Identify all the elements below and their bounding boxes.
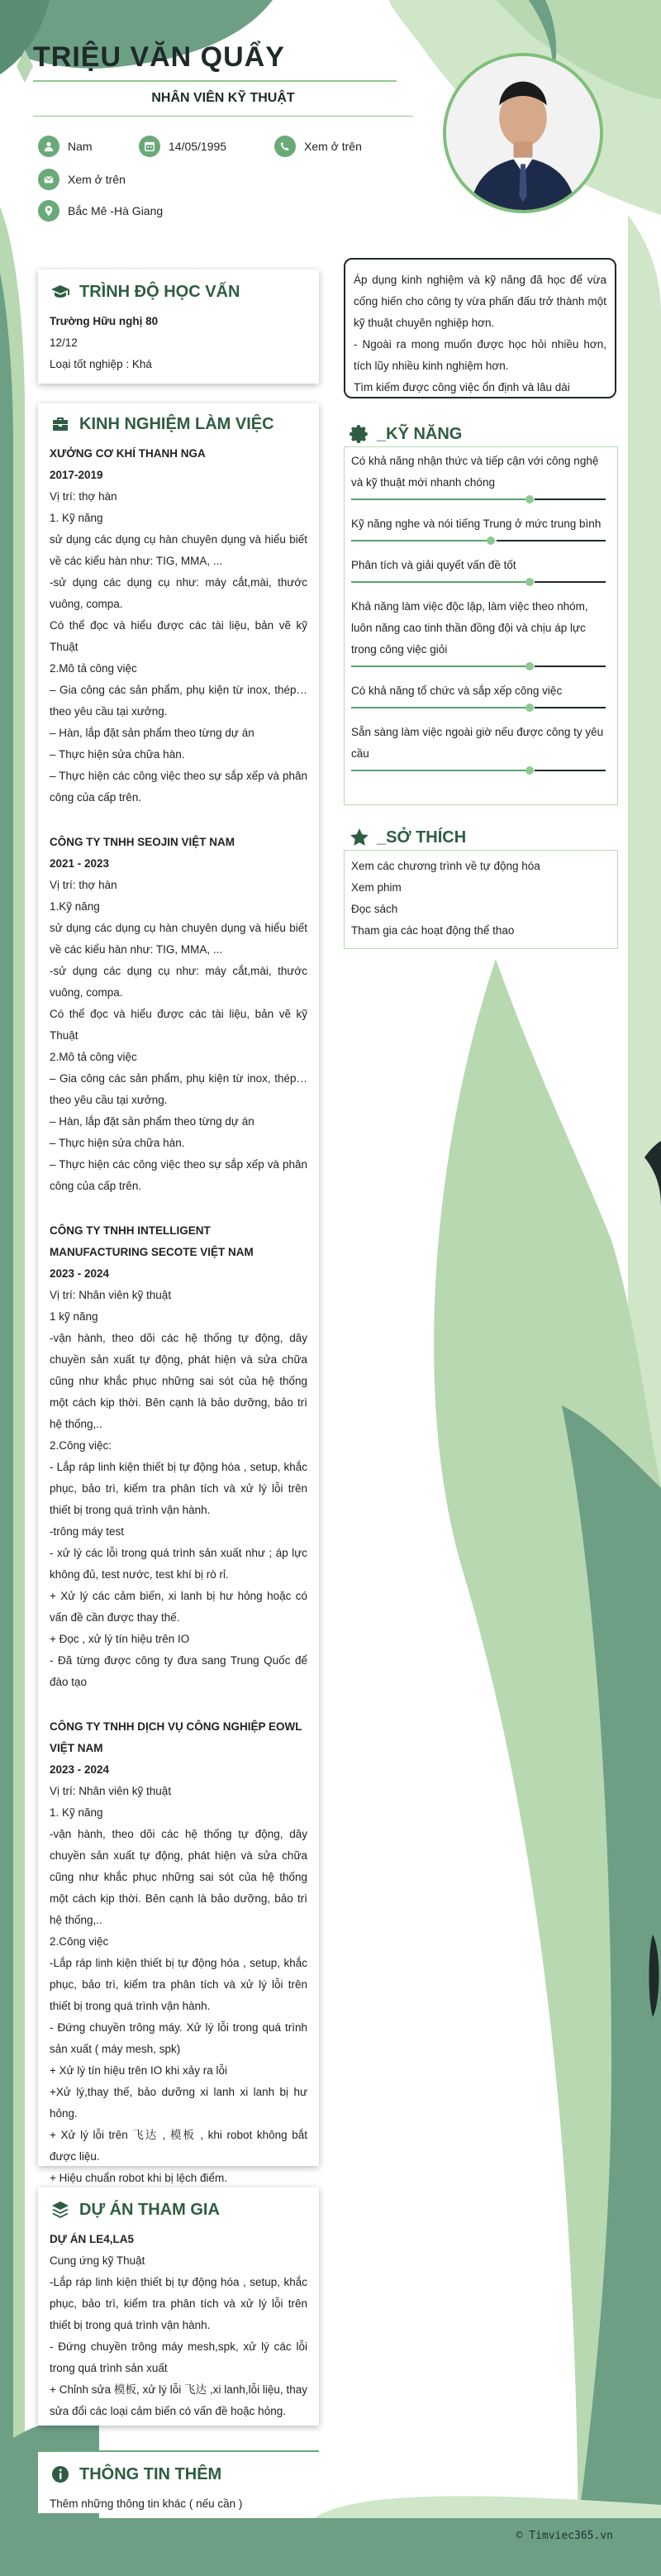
more-info-text: Thêm những thông tin khác ( nếu cần )	[50, 2497, 243, 2510]
skill-item	[351, 451, 611, 505]
skill-item	[351, 555, 611, 588]
education-heading	[50, 281, 307, 303]
objective-box	[344, 258, 616, 398]
job-detail-line: Vị trí: thợ hàn	[50, 490, 117, 503]
skill-item	[351, 513, 611, 546]
hobbies-heading-text: _SỞ THÍCH	[377, 828, 467, 847]
skill-bar-knob	[525, 495, 534, 503]
star-icon	[349, 827, 370, 848]
more-info-section	[38, 2450, 319, 2513]
experience-item	[50, 832, 307, 1197]
job-detail-line: sử dụng các dụng cụ hàn chuyên dụng và hiểu biết về các kiểu hàn như: TIG, MMA, ...	[50, 922, 307, 956]
company-name: CÔNG TY TNHH INTELLIGENT MANUFACTURING SECOTE VIỆT NAM	[50, 1224, 254, 1258]
job-detail-line: 1. Kỹ năng	[50, 1806, 103, 1819]
project-line: + Chỉnh sửa 模板, xử lý lỗi 飞达 ,xi lanh,lỗi liệu, thay sửa đổi các loại cảm biến có vấn đề hoặc hỏng.	[50, 2383, 307, 2417]
graduation-class: Loại tốt nghiệp : Khá	[50, 358, 152, 370]
job-detail-line: – Gia công các sản phẩm, phụ kiện từ inox, thép… theo yêu cầu tại xưởng.	[50, 684, 307, 718]
skill-bar-knob	[525, 704, 534, 712]
email-text: Xem ở trên	[68, 173, 126, 186]
skill-bar-knob	[525, 578, 534, 586]
job-detail-line: 1.Kỹ năng	[50, 900, 100, 913]
skill-bar-fill	[351, 770, 530, 771]
avatar	[443, 53, 603, 213]
skill-label: Có khả năng tổ chức và sắp xếp công việc	[351, 685, 563, 697]
job-detail-line: 1. Kỹ năng	[50, 512, 103, 524]
job-detail-line: - Đã từng được công ty đưa sang Trung Quốc để đào tạo	[50, 1654, 307, 1688]
job-period: 2023 - 2024	[50, 1267, 110, 1280]
job-detail-line: Vị trí: Nhân viên kỹ thuật	[50, 1289, 172, 1301]
job-detail-line: + Xử lý tín hiệu trên IO khi xảy ra lỗi	[50, 2064, 228, 2077]
skill-bar-knob	[525, 662, 534, 670]
experience-heading-text: KINH NGHIỆM LÀM VIỆC	[79, 414, 274, 433]
job-detail-line: – Hàn, lắp đặt sản phẩm theo từng dự án	[50, 727, 254, 739]
info-dob	[139, 136, 226, 157]
job-detail-line: – Thực hiện các công việc theo sự sắp xếp và phân công của cấp trên.	[50, 770, 307, 804]
job-detail-line: Có thể đọc và hiểu được các tài liệu, bản vẽ kỹ Thuật	[50, 619, 307, 653]
skill-bar-fill	[351, 581, 530, 583]
skill-bar-knob	[487, 537, 495, 545]
job-detail-line: + Hiệu chuẩn robot khi bị lệch điểm.	[50, 2172, 227, 2184]
job-detail-line: – Thực hiện các công việc theo sự sắp xếp và phân công của cấp trên.	[50, 1158, 307, 1192]
job-detail-line: – Hàn, lắp đặt sản phẩm theo từng dự án	[50, 1115, 254, 1128]
experience-list	[50, 443, 307, 2189]
hobbies-list	[344, 850, 618, 949]
job-detail-line: Có thể đọc và hiểu được các tài liệu, bản vẽ kỹ Thuật	[50, 1008, 307, 1042]
company-name: CÔNG TY TNHH SEOJIN VIỆT NAM	[50, 836, 235, 848]
job-period: 2021 - 2023	[50, 857, 110, 870]
company-name: XƯỞNG CƠ KHÍ THANH NGA	[50, 447, 206, 460]
job-detail-line: 2.Công việc	[50, 1935, 109, 1948]
skill-bar-remainder	[535, 707, 606, 708]
job-detail-line: + Đọc , xử lý tín hiệu trên IO	[50, 1633, 190, 1645]
job-detail-line: 1 kỹ năng	[50, 1310, 98, 1323]
experience-item	[50, 443, 307, 809]
objective-line: - Ngoài ra mong muốn được học hỏi nhiều hơn, tích lũy nhiều kinh nghiệm hơn.	[354, 338, 606, 372]
job-detail-line: -vận hành, theo dõi các hệ thống tự động, dây chuyền sản xuất tự động, phát hiện và sửa chữa cũng như khắc phục những sai sót của hệ thống một cách kịp thời. Bên cạnh là bảo dưỡng, bảo trì hệ thống,..	[50, 1332, 307, 1430]
project-line: -Lắp ráp linh kiện thiết bị tự động hóa , setup, khắc phục, bảo trì, kiểm tra phân tích và xử lý lỗi trên thiết bị trong quá trình vận hành.	[50, 2276, 307, 2331]
candidate-name: TRIỆU VĂN QUẨY	[33, 41, 285, 73]
skill-label: Phân tích và giải quyết vấn đề tốt	[351, 559, 516, 571]
skill-item	[351, 596, 611, 672]
job-detail-line: + Xử lý lỗi trên 飞达 , 模板 , khi robot không bắt được liệu.	[50, 2129, 307, 2163]
experience-heading	[50, 413, 307, 435]
user-icon	[38, 136, 59, 157]
skill-bar-remainder	[535, 770, 606, 771]
projects-section	[38, 2187, 319, 2426]
skill-bar-knob	[525, 766, 534, 775]
skills-heading-text: _KỸ NĂNG	[377, 424, 463, 443]
hobby-item: Đọc sách	[351, 903, 398, 915]
address-text: Bắc Mê -Hà Giang	[68, 204, 164, 217]
info-icon	[50, 2464, 71, 2485]
skill-label: Khả năng làm việc độc lập, làm việc theo nhóm, luôn năng cao tinh thần đồng đội và chịu áp lực trong công việc giỏi	[351, 600, 588, 656]
skill-bar-fill	[351, 540, 491, 541]
skills-list	[344, 446, 618, 805]
more-info-heading-text: THÔNG TIN THÊM	[79, 2464, 222, 2483]
projects-heading	[50, 2199, 307, 2221]
school-name: Trường Hữu nghị 80	[50, 315, 159, 327]
job-detail-line: – Thực hiện sửa chữa hàn.	[50, 748, 185, 761]
skill-label: Có khả năng nhận thức và tiếp cận với công nghệ và kỹ thuật mới nhanh chóng	[351, 455, 599, 489]
skill-bar	[351, 494, 606, 505]
objective-line: Áp dụng kinh nghiệm và kỹ năng đã học để vừa cống hiến cho công ty vừa phấn đấu trở thành một kỹ thuật chuyên nghiệp hơn.	[354, 274, 606, 329]
skill-bar	[351, 661, 606, 672]
info-email	[38, 169, 126, 190]
job-detail-line: – Gia công các sản phẩm, phụ kiện từ inox, thép… theo yêu cầu tại xưởng.	[50, 1072, 307, 1106]
skill-bar-remainder	[497, 540, 606, 541]
skills-heading	[344, 422, 618, 446]
job-detail-line: - Đứng chuyền trông máy. Xử lý lỗi trong quá trình sản xuất ( máy mesh, spk)	[50, 2021, 307, 2055]
job-detail-line: – Thực hiện sửa chữa hàn.	[50, 1137, 185, 1149]
project-line: Cung ứng kỹ Thuật	[50, 2254, 145, 2267]
job-detail-line: -trông máy test	[50, 1525, 125, 1538]
job-detail-line: Vị trí: thợ hàn	[50, 879, 117, 891]
layers-icon	[50, 2199, 71, 2221]
job-detail-line: -Lắp ráp linh kiện thiết bị tự động hóa , setup, khắc phục, bảo trì, kiểm tra phân tích và xử lý lỗi trên thiết bị trong quá trình vận hành.	[50, 1957, 307, 2012]
job-detail-line: -vận hành, theo dõi các hệ thống tự động, dây chuyền sản xuất tự động, phát hiện và sửa chữa cũng như khắc phục những sai sót của hệ thống một cách kịp thời. Bên cạnh là bảo dưỡng, bảo trì hệ thống,..	[50, 1828, 307, 1926]
job-detail-line: - Lắp ráp linh kiện thiết bị tự động hóa , setup, khắc phục, bảo trì, kiểm tra phân tích và xử lý lỗi trên thiết bị trong quá trình vận hành.	[50, 1461, 307, 1516]
info-address	[38, 200, 163, 222]
footer-credit: © Timviec365.vn	[516, 2530, 613, 2542]
education-heading-text: TRÌNH ĐỘ HỌC VẤN	[79, 282, 240, 301]
skill-bar-remainder	[535, 581, 606, 583]
job-detail-line: -sử dụng các dụng cụ như: máy cắt,mài, thước vuông, compa.	[50, 576, 307, 610]
job-detail-line: 2.Công việc:	[50, 1439, 112, 1452]
skill-bar	[351, 576, 606, 588]
school-grade: 12/12	[50, 336, 78, 349]
more-info-heading	[50, 2464, 307, 2485]
skill-bar	[351, 765, 606, 776]
job-detail-line: - xử lý các lỗi trong quá trình sản xuất như ; áp lực không đủ, test nước, test khí bị rò rỉ.	[50, 1547, 307, 1581]
job-detail-line: 2.Mô tả công việc	[50, 1051, 137, 1063]
hobby-item: Xem phim	[351, 881, 402, 894]
job-detail-line: 2.Mô tả công việc	[50, 662, 137, 675]
job-detail-line: sử dụng các dụng cụ hàn chuyên dụng và hiểu biết về các kiểu hàn như: TIG, MMA, ...	[50, 533, 307, 567]
project-name: DỰ ÁN LE4,LA5	[50, 2233, 134, 2245]
phone-text: Xem ở trên	[304, 140, 362, 153]
phone-icon	[274, 136, 296, 157]
experience-section	[38, 403, 319, 2184]
hobby-item: Tham gia các hoạt động thể thao	[351, 924, 515, 937]
skill-label: Kỹ năng nghe và nói tiếng Trung ở mức trung bình	[351, 518, 602, 530]
skill-bar	[351, 702, 606, 713]
skill-item	[351, 722, 611, 776]
hobbies-heading	[344, 825, 618, 850]
experience-item	[50, 1220, 307, 1693]
experience-item	[50, 1716, 307, 2189]
job-title: NHÂN VIÊN KỸ THUẬT	[151, 91, 295, 105]
projects-heading-text: DỰ ÁN THAM GIA	[79, 2200, 220, 2219]
calendar-icon	[139, 136, 160, 157]
info-gender	[38, 136, 93, 157]
job-detail-line: -sử dụng các dụng cụ như: máy cắt,mài, thước vuông, compa.	[50, 965, 307, 999]
skill-bar	[351, 535, 606, 546]
skill-label: Sẵn sàng làm việc ngoài giờ nếu được công ty yêu cầu	[351, 726, 604, 760]
skill-bar-remainder	[535, 499, 606, 500]
email-icon	[38, 169, 59, 190]
dob-text: 14/05/1995	[169, 140, 227, 153]
skill-bar-fill	[351, 665, 530, 667]
project-line: - Đứng chuyền trông máy mesh,spk, xử lý các lỗi trong quá trình sản xuất	[50, 2340, 307, 2374]
skill-bar-remainder	[535, 665, 606, 667]
title-divider-bottom	[33, 116, 413, 117]
title-divider-top	[33, 80, 397, 82]
job-detail-line: Vị trí: Nhân viên kỹ thuật	[50, 1785, 172, 1797]
project-lines	[50, 2250, 307, 2422]
graduation-cap-icon	[50, 281, 71, 303]
briefcase-icon	[50, 413, 71, 435]
job-period: 2017-2019	[50, 469, 103, 481]
gender-text: Nam	[68, 140, 93, 153]
company-name: CÔNG TY TNHH DỊCH VỤ CÔNG NGHIỆP EOWL VIỆT NAM	[50, 1720, 302, 1754]
job-period: 2023 - 2024	[50, 1763, 110, 1776]
job-detail-line: +Xử lý,thay thế, bảo dưỡng xi lanh xi lanh bị hư hỏng.	[50, 2086, 307, 2120]
education-section	[38, 270, 319, 384]
hobby-item: Xem các chương trình về tự động hóa	[351, 860, 540, 872]
job-detail-line: + Xử lý các cảm biến, xi lanh bị hư hỏng hoặc có vấn đề cần được thay thế.	[50, 1590, 307, 1624]
skill-bar-fill	[351, 707, 530, 708]
skill-item	[351, 680, 611, 713]
objective-line: Tìm kiếm được công việc ổn định và lâu dài	[354, 381, 570, 394]
location-icon	[38, 200, 59, 222]
info-phone	[274, 136, 362, 157]
skill-bar-fill	[351, 499, 530, 500]
gear-icon	[349, 423, 370, 445]
